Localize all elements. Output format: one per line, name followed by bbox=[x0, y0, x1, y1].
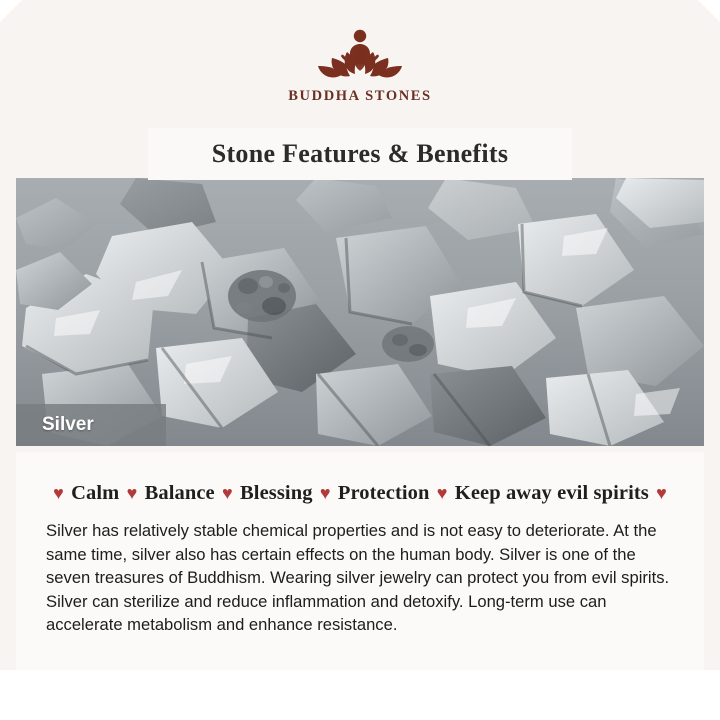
corner-notch-top-right bbox=[698, 0, 720, 22]
heart-icon: ♥ bbox=[319, 483, 331, 503]
bottom-margin-strip bbox=[0, 670, 720, 720]
description-text: Silver has relatively stable chemical properties and is not easy to deteriorate. At the same time, silver also has certain effects on the human body. Silver is one of the seven treasures of Buddhism. Wearing silver jewelry can protect you from evil spirits. Silver can sterilize and reduce inflammation and detoxify. Long-term use can accelerate metabolism and enhance resistance. bbox=[46, 521, 670, 635]
keyword-item: Blessing bbox=[234, 482, 318, 504]
stone-label-text: Silver bbox=[42, 414, 94, 435]
keyword-item: Protection bbox=[332, 482, 435, 504]
corner-notch-bottom-left bbox=[0, 698, 22, 720]
right-margin-strip bbox=[704, 0, 720, 720]
keyword-item: Keep away evil spirits bbox=[449, 482, 655, 504]
heart-icon: ♥ bbox=[53, 483, 64, 503]
benefits-panel bbox=[16, 452, 704, 670]
brand-header bbox=[0, 0, 720, 128]
page-title-text: Stone Features & Benefits bbox=[211, 139, 509, 168]
heart-icon: ♥ bbox=[221, 483, 233, 503]
keyword-item: Balance bbox=[139, 482, 220, 504]
heart-icon: ♥ bbox=[436, 483, 448, 503]
corner-notch-top-left bbox=[0, 0, 22, 22]
brand-name: BUDDHA STONES bbox=[288, 88, 432, 104]
keyword-list bbox=[46, 482, 674, 505]
left-margin-strip bbox=[0, 0, 16, 720]
heart-icon: ♥ bbox=[656, 483, 667, 503]
stone-label bbox=[16, 404, 166, 446]
heart-icon: ♥ bbox=[126, 483, 138, 503]
keyword-item: Calm bbox=[65, 482, 125, 504]
lotus-meditation-figure-icon bbox=[285, 22, 435, 84]
corner-notch-bottom-right bbox=[698, 698, 720, 720]
page-title bbox=[148, 128, 572, 180]
